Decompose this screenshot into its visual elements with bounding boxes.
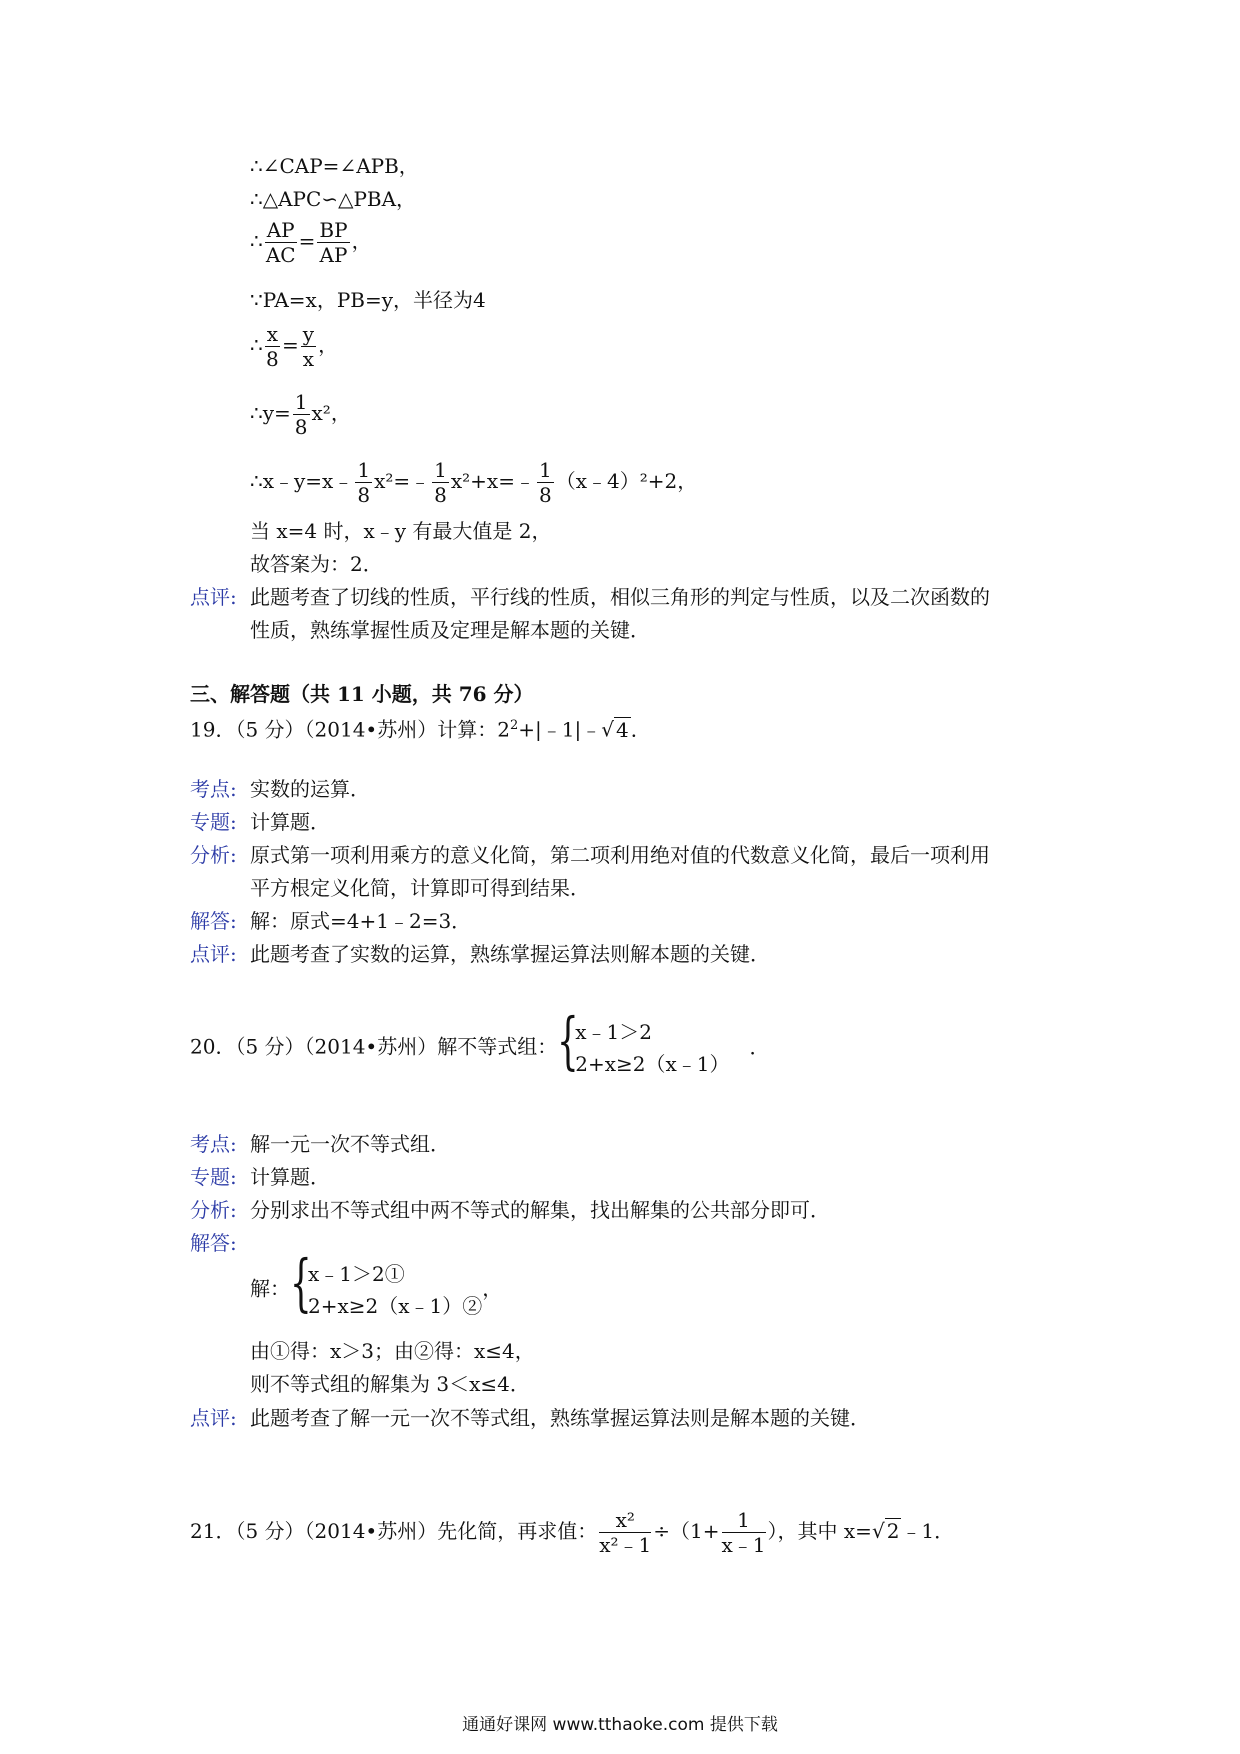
denominator: 8: [434, 483, 447, 507]
comment-label: 点评:: [190, 585, 237, 609]
fenxi-text: 原式第一项利用乘方的意义化简，第二项利用绝对值的代数意义化简，最后一项利用: [250, 843, 990, 867]
proof-line: [250, 218, 372, 267]
denominator: AP: [319, 243, 348, 267]
question-19-stem: [190, 712, 651, 744]
sqrt-icon: √: [601, 717, 614, 742]
expr: ∴x﹣y=x﹣: [250, 469, 354, 493]
proof-line: ∴△APC∽△PBA，: [250, 187, 417, 211]
proof-line: [250, 390, 351, 439]
zhuanti-text: 计算题．: [250, 810, 330, 834]
system-row: 2+x≥2（x﹣1）: [575, 1052, 730, 1076]
jieda-label: 解答:: [190, 909, 237, 933]
stem-text: ÷（1+: [653, 1519, 720, 1543]
numerator: y: [302, 322, 315, 346]
numerator: 1: [538, 458, 552, 482]
fraction: [265, 218, 297, 267]
stem-text: ﹣1．: [901, 1519, 955, 1543]
jieda-system: [250, 1246, 503, 1322]
stem-text: 21．（5 分）（2014•苏州）先化简，再求值：: [190, 1519, 598, 1543]
proof-line: ∵PA=x，PB=y，半径为4: [250, 288, 486, 312]
superscript: 2: [509, 718, 519, 733]
equals: =: [282, 333, 299, 357]
numerator: 1: [434, 458, 447, 482]
proof-line: 当 x=4 时，x﹣y 有最大值是 2，: [250, 519, 552, 543]
fraction: [265, 322, 280, 371]
fraction: [355, 458, 372, 507]
proof-line: 故答案为：2．: [250, 552, 383, 576]
footer: 通通好课网 www.tthaoke.com 提供下载: [462, 1715, 778, 1735]
fraction: [301, 322, 316, 371]
kaodian-text: 解一元一次不等式组．: [250, 1132, 450, 1156]
numerator: 1: [722, 1508, 766, 1533]
punct: ，: [482, 1276, 503, 1301]
fraction: [432, 458, 449, 507]
brace-icon: {: [557, 1004, 579, 1077]
denominator: 8: [538, 483, 552, 507]
system-row: x﹣1＞2①: [308, 1262, 405, 1286]
system-row: x﹣1＞2: [575, 1020, 652, 1044]
kaodian-label: 考点:: [190, 1132, 237, 1156]
jieda-label: 解答:: [190, 1231, 237, 1255]
inequality-system: [557, 1004, 730, 1080]
jieda-step: 由①得：x＞3；由②得：x≤4，: [250, 1339, 535, 1363]
question-20-stem: [190, 1004, 770, 1080]
jieda-step: 则不等式组的解集为 3＜x≤4．: [250, 1372, 530, 1396]
zhuanti-label: 专题:: [190, 1165, 237, 1189]
inequality-system: [290, 1246, 483, 1322]
denominator: x²﹣1: [599, 1533, 652, 1557]
fenxi-text: 分别求出不等式组中两不等式的解集，找出解集的公共部分即可．: [250, 1198, 830, 1222]
punct: ，: [351, 229, 372, 253]
therefore-symbol: ∴: [250, 229, 263, 253]
radicand: 2: [886, 1519, 900, 1543]
proof-line: [250, 322, 338, 371]
system-row: 2+x≥2（x﹣1）②: [308, 1294, 483, 1318]
expr: x²+x=﹣: [450, 469, 535, 493]
zhuanti-text: 计算题．: [250, 1165, 330, 1189]
numerator: 1: [294, 390, 308, 414]
section-heading: 三、解答题（共 11 小题，共 76 分）: [190, 682, 534, 706]
dianping-text: 此题考查了解一元一次不等式组，熟练掌握运算法则是解本题的关键．: [250, 1406, 870, 1430]
zhuanti-label: 专题:: [190, 810, 237, 834]
fenxi-label: 分析:: [190, 843, 237, 867]
jieda-text: 解：原式=4+1﹣2=3．: [250, 909, 472, 933]
jie-prefix: 解：: [250, 1276, 290, 1301]
fenxi-label: 分析:: [190, 1198, 237, 1222]
question-21-stem: [190, 1508, 954, 1557]
dianping-label: 点评:: [190, 1406, 237, 1430]
denominator: AC: [265, 243, 296, 267]
kaodian-text: 实数的运算．: [250, 777, 370, 801]
numerator: AP: [266, 218, 295, 242]
sqrt-icon: √: [871, 1519, 885, 1543]
fraction: [537, 458, 554, 507]
denominator: x﹣1: [721, 1533, 766, 1557]
numerator: x: [266, 322, 279, 346]
expr: ∴y=: [250, 401, 291, 425]
fenxi-text: 平方根定义化简，计算即可得到结果．: [250, 876, 590, 900]
fraction: [317, 218, 349, 267]
denominator: 8: [357, 483, 371, 507]
kaodian-label: 考点:: [190, 777, 237, 801]
brace-icon: {: [290, 1246, 312, 1319]
dianping-text: 此题考查了实数的运算，熟练掌握运算法则解本题的关键．: [250, 942, 770, 966]
punct: ，: [318, 333, 339, 357]
expr: x²=﹣: [374, 469, 431, 493]
stem-text: ．: [749, 1034, 770, 1059]
stem-text: ），其中 x=: [767, 1519, 872, 1543]
stem-text: ．: [630, 717, 651, 742]
stem-text: 20．（5 分）（2014•苏州）解不等式组：: [190, 1034, 558, 1059]
expr: x²，: [311, 401, 351, 425]
comment-text: 此题考查了切线的性质，平行线的性质，相似三角形的判定与性质，以及二次函数的: [250, 585, 990, 609]
denominator: 8: [266, 347, 279, 371]
therefore-symbol: ∴: [250, 333, 263, 357]
fraction: [293, 390, 310, 439]
stem-text: +|﹣1|﹣: [518, 717, 602, 742]
stem-text: 19．（5 分）（2014•苏州）计算：2: [190, 717, 510, 742]
radicand: 4: [615, 717, 629, 742]
numerator: BP: [319, 218, 348, 242]
dianping-label: 点评:: [190, 942, 237, 966]
fraction: [599, 1508, 651, 1557]
proof-line: ∴∠CAP=∠APB，: [250, 154, 419, 178]
numerator: 1: [357, 458, 371, 482]
proof-line: [250, 458, 697, 507]
denominator: 8: [294, 415, 308, 439]
numerator: x²: [599, 1508, 651, 1533]
equals: =: [298, 229, 316, 253]
denominator: x: [302, 347, 315, 371]
fraction: [722, 1508, 766, 1557]
expr: （x﹣4）²+2，: [555, 469, 698, 493]
comment-text: 性质，熟练掌握性质及定理是解本题的关键．: [250, 618, 650, 642]
